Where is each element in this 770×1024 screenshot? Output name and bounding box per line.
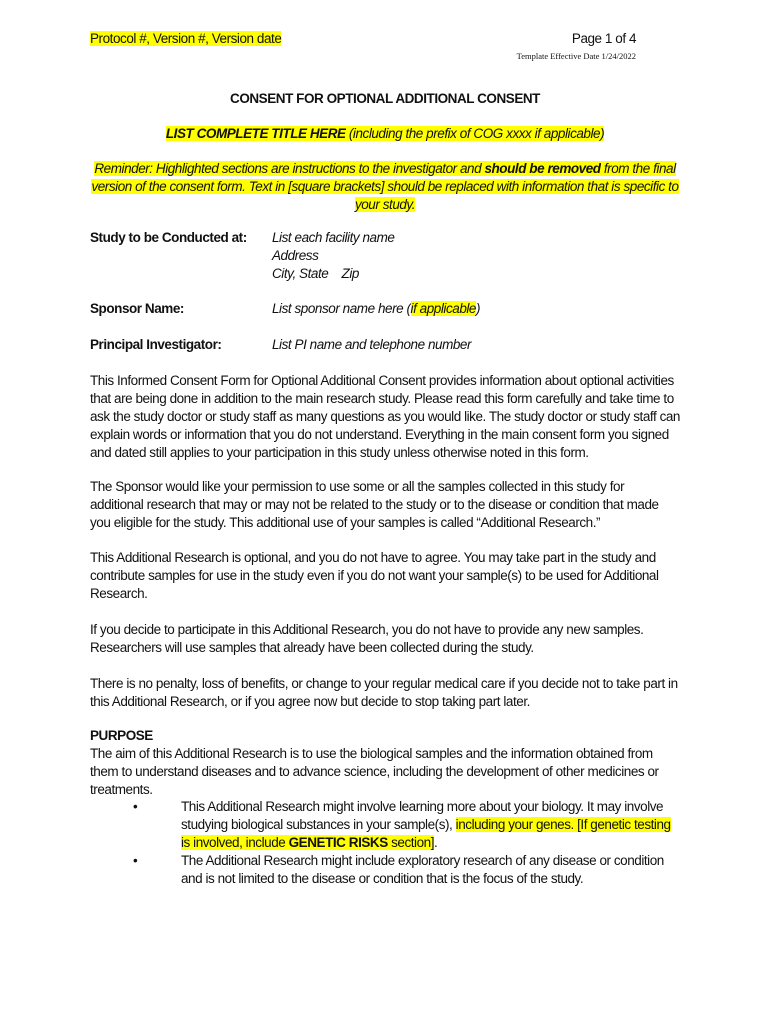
- study-title-bold: LIST COMPLETE TITLE HERE: [165, 126, 346, 141]
- sponsor-label: Sponsor Name:: [90, 301, 184, 316]
- bullet-dot: •: [133, 799, 138, 814]
- sponsor-permission-paragraph: The Sponsor would like your permission to use some or all the samples collected in this study for additional research that may or may not be related to the study or to the disease or condition that made you eligible for the study. This additional use of your samples is called “Additional Research.”: [90, 479, 659, 530]
- page-number: Page 1 of 4: [571, 31, 636, 46]
- bullet-1-highlight-end: section]: [387, 835, 435, 850]
- document-title: CONSENT FOR OPTIONAL ADDITIONAL CONSENT: [230, 91, 540, 106]
- template-effective-date: Template Effective Date 1/24/2022: [516, 51, 636, 61]
- facility-city-state-zip: City, State Zip: [272, 266, 359, 281]
- bullet-1-highlight: including your genes. [If genetic testing is involved, include: [181, 817, 671, 850]
- facility-name: List each facility name: [272, 230, 395, 245]
- sponsor-if-applicable: if applicable: [410, 301, 476, 316]
- purpose-section: [90, 727, 680, 799]
- list-item: [90, 852, 680, 888]
- bullet-1-text: This Additional Research might involve learning more about your biology. It may involve studying biological substances in your sample(s),: [181, 799, 664, 832]
- no-penalty-paragraph: There is no penalty, loss of benefits, or change to your regular medical care if you decide not to take part in this Additional Research, or if you agree now but decide to stop taking part later.: [90, 676, 678, 709]
- reminder-text-2: from the final version of the consent form. Text in [square brackets] should be replaced with information that is specific to your study.: [91, 161, 679, 212]
- optional-paragraph: This Additional Research is optional, and you do not have to agree. You may take part in the study and contribute samples for use in the study even if you do not want your sample(s) to be used for Additional Research.: [90, 550, 659, 601]
- purpose-heading: PURPOSE: [90, 728, 153, 743]
- protocol-header: [90, 30, 281, 48]
- reminder-note: [90, 160, 680, 214]
- reminder-bold: should be removed: [484, 161, 601, 176]
- purpose-intro: The aim of this Additional Research is to use the biological samples and the information obtained from them to understand diseases and to advance science, including the development of other medicines or treatments.: [90, 746, 659, 797]
- pi-value: List PI name and telephone number: [272, 337, 472, 352]
- bullet-dot: •: [133, 853, 138, 868]
- study-site-label: Study to be Conducted at:: [90, 230, 247, 245]
- purpose-bullet-list: [90, 798, 680, 888]
- genetic-risks-ref: GENETIC RISKS: [288, 835, 388, 850]
- study-site-value: [272, 229, 672, 283]
- bullet-2-text: The Additional Research might include exploratory research of any disease or condition and is not limited to the disease or condition that is the focus of the study.: [181, 853, 664, 886]
- reminder-text-1: Reminder: Highlighted sections are instructions to the investigator and: [94, 161, 485, 176]
- page-header-right: [517, 30, 636, 62]
- bullet-1-period: .: [434, 835, 438, 850]
- study-title-note: (including the prefix of COG xxxx if applicable): [345, 126, 605, 141]
- list-item: [90, 798, 680, 852]
- protocol-line: Protocol #, Version #, Version date: [90, 31, 282, 46]
- sponsor-close: ): [475, 301, 481, 316]
- sponsor-value: [272, 300, 672, 318]
- pi-label: Principal Investigator:: [90, 337, 222, 352]
- intro-paragraph: This Informed Consent Form for Optional Additional Consent provides information about optional activities that are being done in addition to the main research study. Please read this form carefully and take time to ask the study doctor or study staff as many questions as you would like. The study doctor or study staff can explain words or information that you do not understand. Everything in the main consent form you signed and dated still applies to your participation in this study unless otherwise noted in this form.: [90, 373, 680, 460]
- no-new-samples-paragraph: If you decide to participate in this Additional Research, you do not have to provide any new samples. Researchers will use samples that already have been collected during the study.: [90, 622, 644, 655]
- facility-address: Address: [272, 248, 319, 263]
- study-title-placeholder: [0, 125, 770, 143]
- sponsor-text: List sponsor name here (: [272, 301, 411, 316]
